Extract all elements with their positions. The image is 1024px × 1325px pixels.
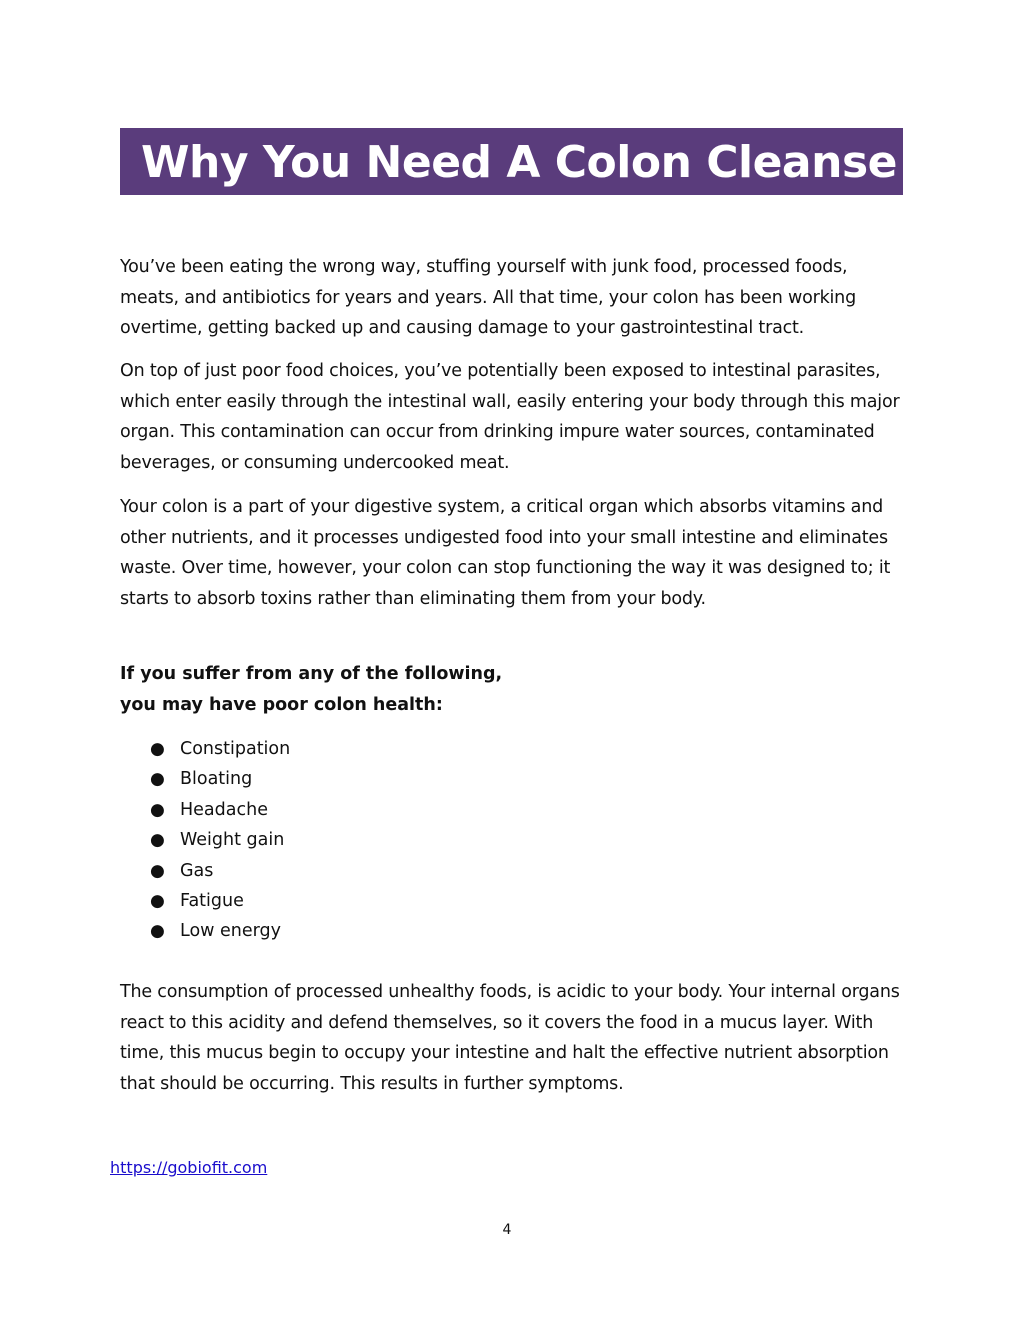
- page-title: Why You Need A Colon Cleanse: [141, 137, 897, 188]
- paragraph-colon-function: Your colon is a part of your digestive system, a critical organ which absorbs vitamins and other nutrients, and it processes undigested food into your small intestine and eliminates waste. Over time, however, your colon can stop functioning the way it was designed to; it starts to absorb toxins rather than eliminating them from your body.: [120, 497, 891, 609]
- symptom-label: Weight gain: [180, 830, 285, 851]
- bullet-icon: ●: [150, 739, 165, 759]
- website-link[interactable]: https://gobiofit.com: [110, 1158, 268, 1177]
- symptom-label: Low energy: [180, 921, 282, 942]
- bullet-icon: ●: [150, 860, 165, 881]
- bullet-icon: ●: [150, 769, 165, 790]
- list-item: [150, 886, 290, 916]
- bullet-icon: ●: [150, 921, 165, 942]
- list-item: [150, 916, 290, 946]
- symptom-label: Fatigue: [180, 890, 244, 911]
- symptom-label: Constipation: [180, 739, 291, 759]
- paragraph-acidity: The consumption of processed unhealthy foods, is acidic to your body. Your internal organs react to this acidity and defend themselves, so it covers the food in a mucus layer. With time, this mucus begin to occupy your intestine and halt the effective nutrient absorption that should be occurring. This results in further symptoms.: [120, 982, 900, 1094]
- symptom-label: Headache: [180, 799, 268, 820]
- paragraph-intro: You’ve been eating the wrong way, stuffing yourself with junk food, processed foods, meats, and antibiotics for years and years. All that time, your colon has been working overtime, getting backed up and causing damage to your gastrointestinal tract.: [120, 257, 856, 338]
- list-item: [150, 825, 290, 855]
- paragraph-parasites: On top of just poor food choices, you’ve potentially been exposed to intestinal parasites, which enter easily through the intestinal wall, easily entering your body through this major organ. This contamination can occur from drinking impure water sources, contaminated beverages, or consuming undercooked meat.: [120, 361, 900, 473]
- symptom-label: Bloating: [180, 769, 253, 790]
- symptoms-heading-line1: If you suffer from any of the following,: [120, 664, 503, 684]
- bullet-icon: ●: [150, 830, 165, 851]
- symptoms-heading-line2: you may have poor colon health:: [120, 695, 443, 715]
- title-banner: [120, 128, 903, 195]
- list-item: [150, 856, 290, 886]
- bullet-icon: ●: [150, 890, 165, 911]
- list-item: [150, 795, 290, 825]
- list-item: [150, 764, 290, 794]
- list-item: [150, 734, 290, 764]
- symptoms-heading: [120, 659, 502, 721]
- page-number: 4: [502, 1222, 512, 1238]
- symptom-list: [150, 734, 290, 947]
- bullet-icon: ●: [150, 799, 165, 820]
- symptom-label: Gas: [180, 860, 214, 881]
